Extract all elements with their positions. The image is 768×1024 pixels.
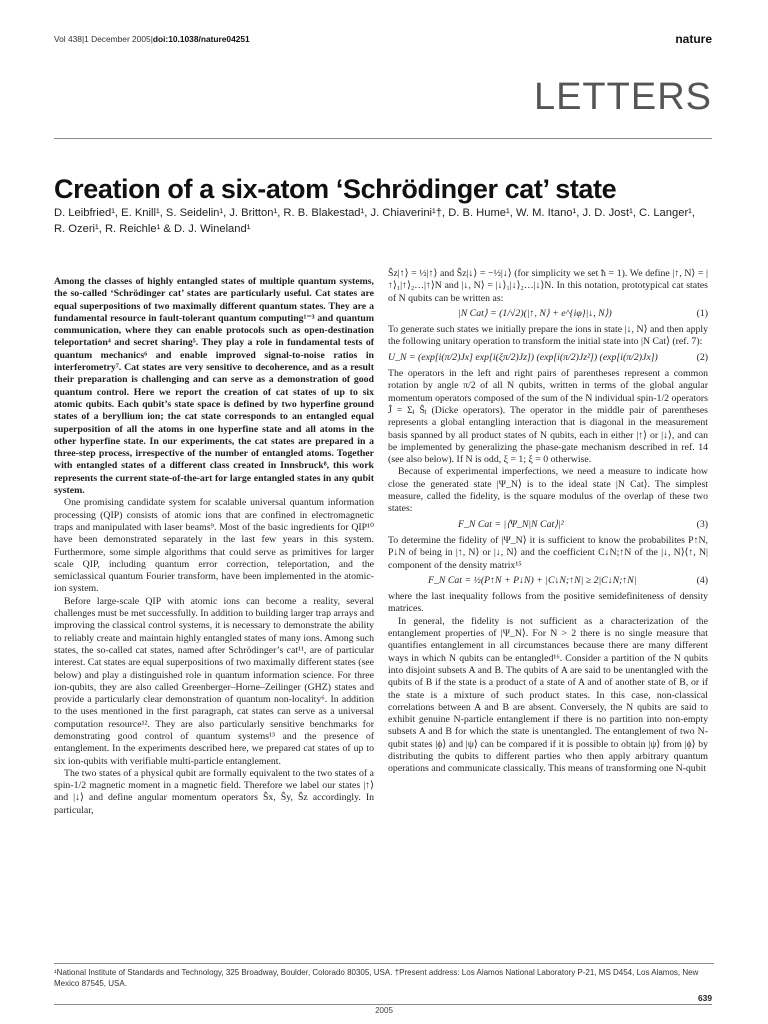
paragraph: To generate such states we initially prepare the ions in state |↓, N⟩ and then apply the following unitary operation to transform the initial state into |N Cat⟩ (ref. 7): (388, 324, 708, 348)
citation: Vol 438|1 December 2005| (54, 34, 153, 44)
equation-1 (388, 308, 708, 320)
page-number: 639 (698, 993, 712, 1003)
right-column (388, 268, 708, 776)
equation-2 (388, 352, 708, 364)
section-label: LETTERS (533, 76, 712, 118)
equation-4 (388, 575, 708, 587)
equation-body: U_N = (exp[i(π/2)Jx] exp[i(ξπ/2)Jz]) (exp[i(π/2)Jz²]) (exp[i(π/2)Jx]) (388, 351, 658, 363)
equation-number: (2) (696, 351, 708, 363)
paragraph: To determine the fidelity of |Ψ_N⟩ it is sufficient to know the probabilites P↑N, P↓N of being in |↑, N⟩ or |↓, N⟩ and the coefficient C↓N;↑N of the |↓, N⟩⟨↑, N| component of the density matrix¹⁵ (388, 534, 708, 571)
citation-line (54, 34, 250, 44)
running-header (54, 34, 712, 50)
equation-3 (388, 519, 708, 531)
paragraph: One promising candidate system for scalable universal quantum information processing (QIP) consists of atomic ions that are confined in electromagnetic traps and manipulated with laser beams⁹. Most of the basic ingredients for QIP¹⁰ have been demonstrated separately in the last few years in this system. Furthermore, some simple algorithms that could serve as primitives for larger scale QIP, including quantum error correction, teleportation, and the semiclassical quantum Fourier transform, have been implemented in the atomic-ion system. (54, 497, 374, 595)
footnote-divider (54, 963, 714, 964)
paragraph: The operators in the left and right pairs of parentheses represent a common rotation by angle π/2 of all N qubits, written in terms of the global angular momentum operators composed of the sum of the N individual spin-1/2 operators Ĵ = Σⱼ Ŝⱼ (Dicke operators). The operator in the middle pair of parentheses represents a global entangling interaction that is diagonal in the measurement basis spanned by all product states of N qubits, each in either |↑⟩ or |↓⟩, and can be implemented by generalizing the phase-gate mechanism described in ref. 14 (see also below). If N is odd, ξ = 1; ξ = 0 otherwise. (388, 368, 708, 466)
footer-divider (54, 1004, 712, 1005)
article-title: Creation of a six-atom ‘Schrödinger cat’ state (54, 174, 617, 205)
paragraph: where the last inequality follows from the positive semidefiniteness of density matrices. (388, 591, 708, 615)
journal-name: nature (675, 32, 712, 46)
paragraph: Before large-scale QIP with atomic ions can become a reality, several challenges must be met successfully. In addition to building larger trap arrays and improving the classical control systems, it is necessary to demonstrate the ability to reliably create and maintain highly entangled states of many ions. Among such states, the so-called cat states, named after Schrödinger’s cat¹¹, are of particular interest. Cat states are equal superpositions of two maximally different states (see below) and play a distinguished role in quantum information science. For three ion-qubits, they are also called Greenberger–Horne–Zeilinger (GHZ) states and provide a particularly clear demonstration of quantum non-locality⁶. In addition to the uses mentioned in the first paragraph, cat states can serve as a universal computation resource¹². They are also particularly sensitive benchmarks for demonstrating good control of quantum systems¹³ and the presence of entanglement. In the experiments described here, we prepared cat states of up to six ion-qubits with verifiable multi-particle entanglement. (54, 595, 374, 767)
equation-number: (1) (696, 307, 708, 319)
equation-body: F_N Cat = |⟨Ψ_N|N Cat⟩|² (458, 518, 564, 530)
paragraph: Ŝz|↑⟩ = ½|↑⟩ and Ŝz|↓⟩ = −½|↓⟩ (for simplicity we set ħ = 1). We define |↑, N⟩ = |↑⟩₁|↑⟩₂…|↑⟩N and |↓, N⟩ = |↓⟩₁|↓⟩₂…|↓⟩N. In this notation, prototypical cat states of N qubits can be written as: (388, 268, 708, 304)
publication-year: 2005 (375, 1006, 393, 1015)
header-divider (54, 138, 712, 139)
paragraph: Because of experimental imperfections, we need a measure to indicate how close the generated state |Ψ_N⟩ is to the ideal state |N Cat⟩. The simplest measure, called the fidelity, is the square modulus of the overlap of these two states: (388, 466, 708, 515)
paragraph: In general, the fidelity is not sufficient as a characterization of the entanglement properties of |Ψ_N⟩. For N > 2 there is no single measure that quantifies entanglement in all circumstances because there are many different ways in which N qubits can be entangled¹⁶. Consider a partition of the N qubits into disjoint subsets A and B. The qubits of A are said to be unentangled with the qubits of B if the state is a product of a state of A and of another state of B, or if the state is a mixture of such product states. In this case, non-classical correlations between A and B are absent. Conversely, the N qubits are said to exhibit genuine N-particle entanglement if there is no partition into non-empty subsets A and B for which the state is unentangled. The entanglement of two N-qubit states |ϕ⟩ and |ψ⟩ can be compared if it is possible to obtain |ψ⟩ from |ϕ⟩ by distributing the qubits to different parties who then apply arbitrary quantum operations and communicate classically. This means of transforming one N-qubit (388, 615, 708, 775)
doi-link[interactable]: doi:10.1038/nature04251 (152, 34, 250, 44)
author-list: D. Leibfried¹, E. Knill¹, S. Seidelin¹, J. Britton¹, R. B. Blakestad¹, J. Chiaverini¹†, D. B. Hume¹, W. M. Itano¹, J. D. Jost¹, C. Langer¹, R. Ozeri¹, R. Reichle¹ & D. J. Wineland¹ (54, 207, 695, 235)
affiliation-footnote: ¹National Institute of Standards and Technology, 325 Broadway, Boulder, Colorado 80305, USA. †Present address: Los Alamos National Laboratory P-21, MS D454, Los Alamos, New Mexico 87545, USA. (54, 968, 699, 988)
equation-body: F_N Cat = ½(P↑N + P↓N) + |C↓N;↑N| ≥ 2|C↓N;↑N| (428, 574, 637, 586)
left-column (54, 276, 374, 817)
equation-number: (4) (696, 574, 708, 586)
equation-body: |N Cat⟩ = (1/√2)(|↑, N⟩ + e^{iφ}|↓, N⟩) (458, 307, 612, 319)
equation-number: (3) (696, 518, 708, 530)
paragraph: The two states of a physical qubit are formally equivalent to the two states of a spin-1/2 magnetic moment in a magnetic field. Therefore we label our states |↑⟩ and |↓⟩ and define angular momentum operators Ŝx, Ŝy, Ŝz accordingly. In particular, (54, 767, 374, 816)
abstract: Among the classes of highly entangled states of multiple quantum systems, the so-called ‘Schrödinger cat’ states are particularly useful. Cat states are equal superpositions of two maximally different quantum states. They are a fundamental resource in fault-tolerant quantum computing¹⁻³ and quantum communication, where they can enable protocols such as open-destination teleportation⁴ and secret sharing⁵. They play a role in fundamental tests of quantum mechanics⁶ and enable improved signal-to-noise ratios in interferometry⁷. Cat states are very sensitive to decoherence, and as a result their preparation is challenging and can serve as a demonstration of good quantum control. Here we report the creation of cat states of up to six atomic qubits. Each qubit’s state space is defined by two hyperfine ground states of a beryllium ion; the cat state corresponds to an entangled equal superposition of all the atoms in one hyperfine state and all atoms in the other hyperfine state. In our experiments, the cat states are prepared in a three-step process, irrespective of the number of entangled atoms. Together with entangled states of a different class created in Innsbruck⁸, this work represents the current state-of-the-art for large entangled states in any qubit system. (54, 276, 374, 497)
